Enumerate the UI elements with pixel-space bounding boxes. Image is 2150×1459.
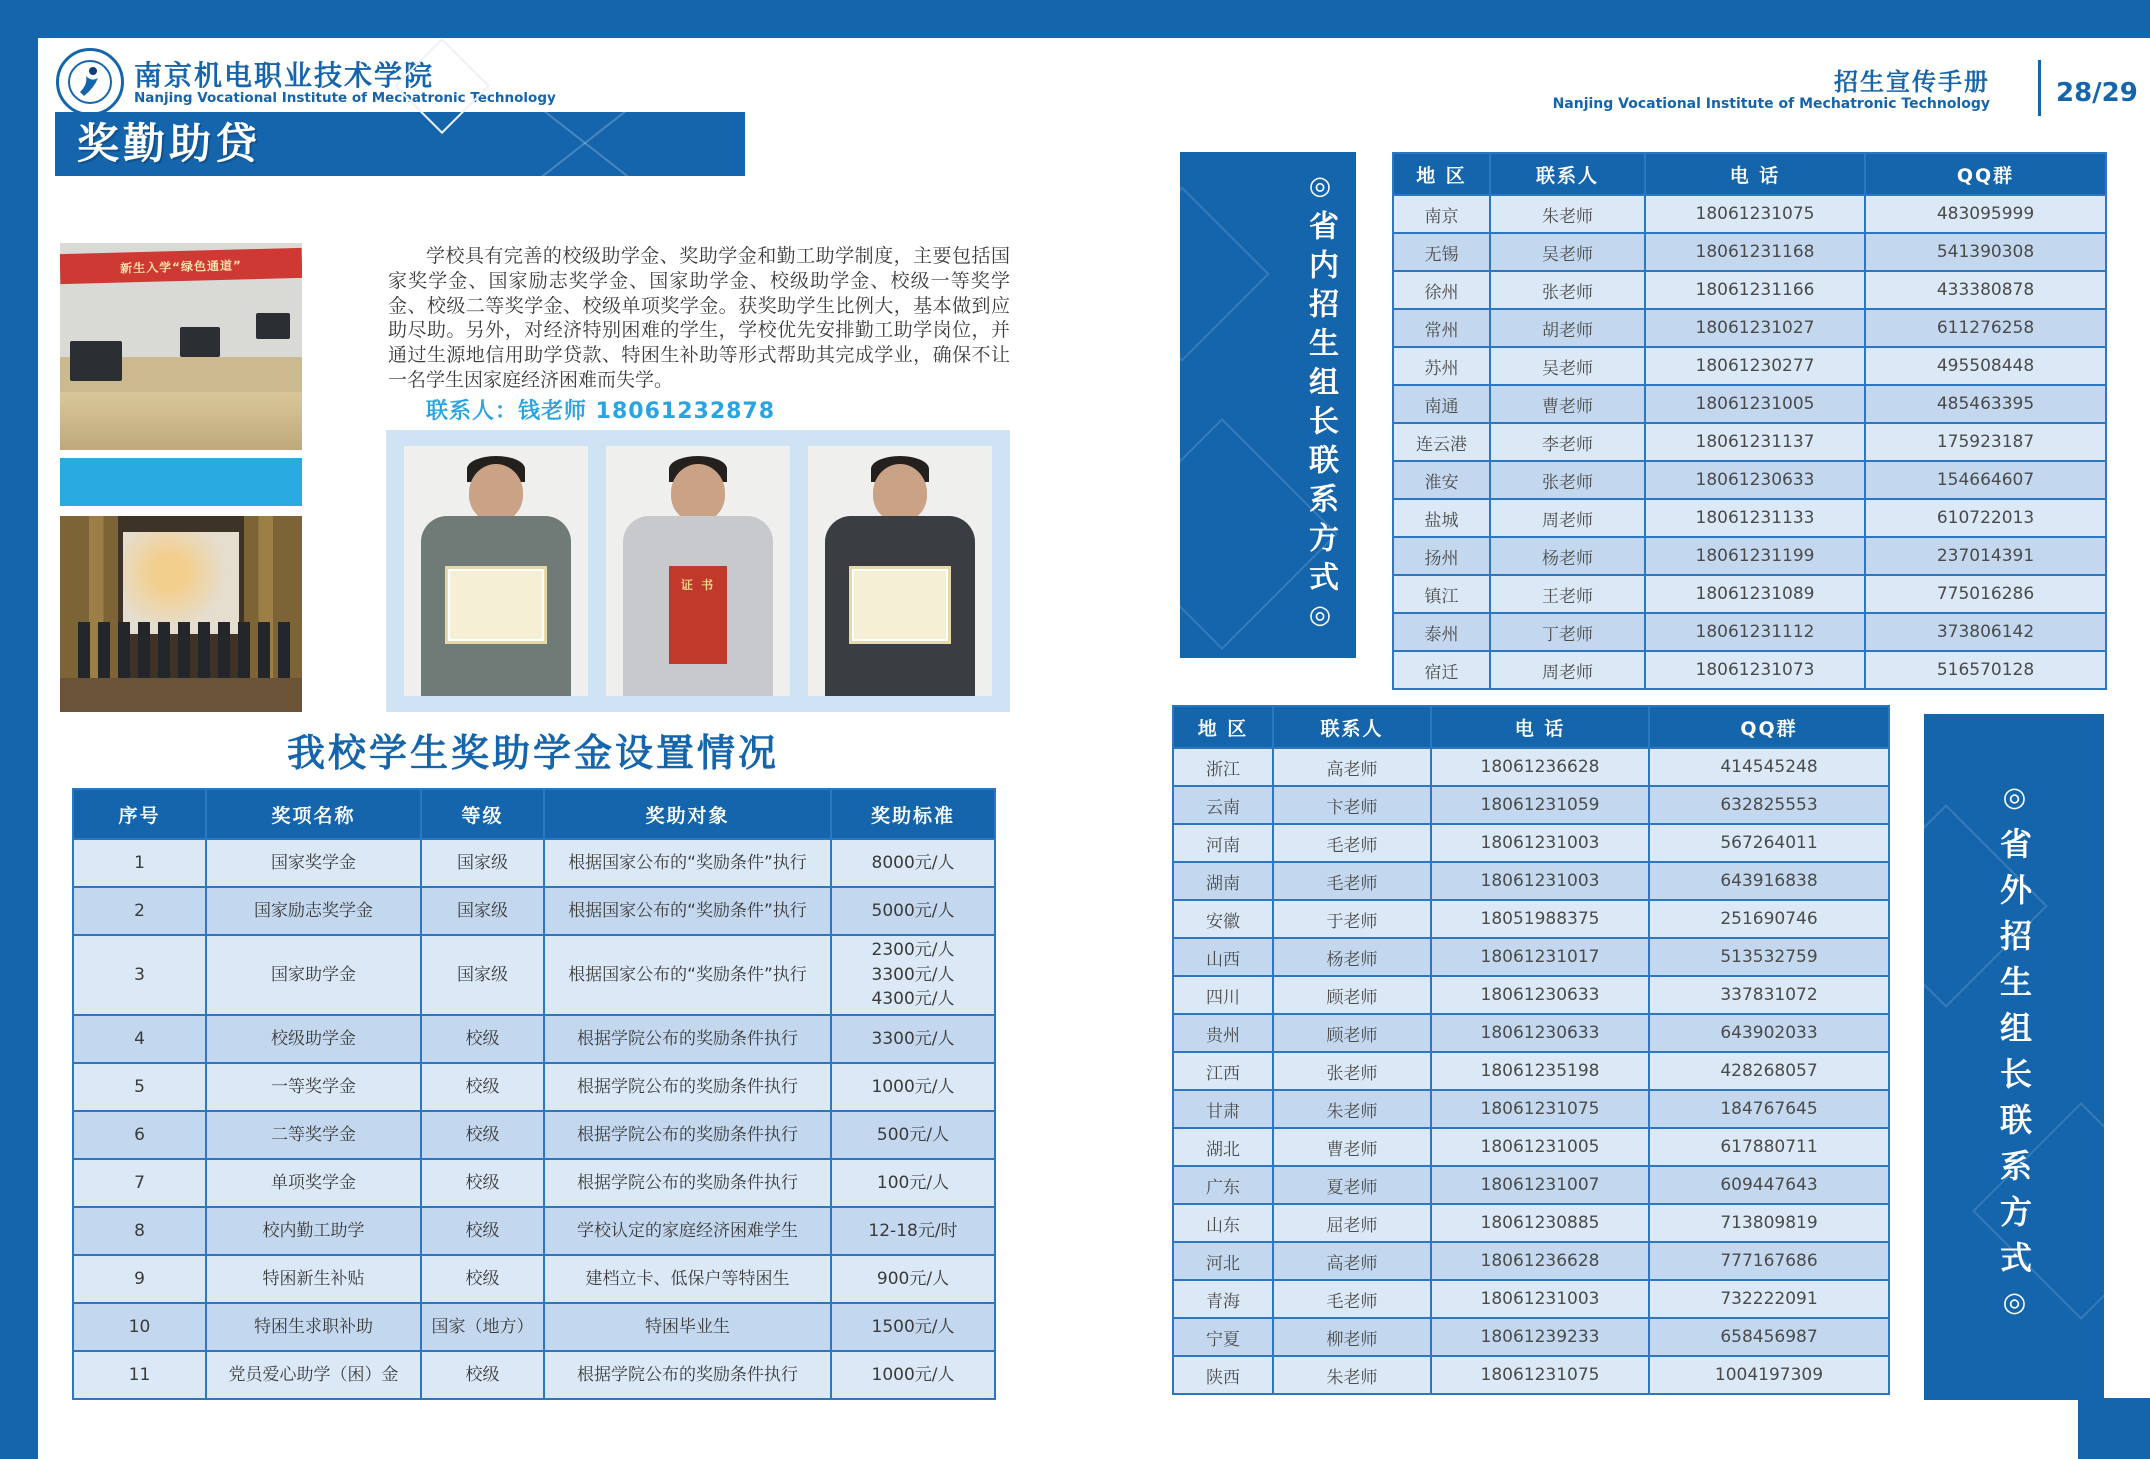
- cell-target: 根据学院公布的奖励条件执行: [544, 1063, 831, 1111]
- table-row: [1173, 862, 1889, 900]
- monitor-shape: [70, 341, 122, 381]
- banner-mark: ◎: [1999, 1287, 2030, 1332]
- table-row: [1393, 347, 2106, 385]
- cell-qq: 610722013: [1865, 499, 2106, 537]
- column-header: 电 话: [1645, 153, 1865, 195]
- student-figure: [469, 464, 523, 522]
- cell-contact: 胡老师: [1490, 309, 1645, 347]
- school-name-cn: 南京机电职业技术学院: [134, 59, 435, 92]
- table-row: [1393, 575, 2106, 613]
- cell-standard: 900元/人: [831, 1255, 995, 1303]
- column-header: 联系人: [1273, 706, 1431, 748]
- cell-qq: 373806142: [1865, 613, 2106, 651]
- table-row: [1393, 423, 2106, 461]
- cell-qq: 777167686: [1649, 1242, 1889, 1280]
- cell-qq: 541390308: [1865, 233, 2106, 271]
- cell-award-name: 特困生求职补助: [206, 1303, 421, 1351]
- cell-award-name: 二等奖学金: [206, 1111, 421, 1159]
- green-channel-banner: 新生入学“绿色通道”: [60, 248, 302, 284]
- scholarship-table: [72, 788, 996, 1400]
- cell-phone: 18061230885: [1431, 1204, 1649, 1242]
- cell-qq: 617880711: [1649, 1128, 1889, 1166]
- in-province-table: [1392, 152, 2107, 690]
- cell-phone: 18061231089: [1645, 575, 1865, 613]
- cell-phone: 18061231075: [1645, 195, 1865, 233]
- cell-phone: 18061231199: [1645, 537, 1865, 575]
- column-header: 序号: [73, 789, 206, 839]
- cell-contact: 毛老师: [1273, 824, 1431, 862]
- school-logo-icon: [56, 48, 124, 116]
- cell-contact: 高老师: [1273, 1242, 1431, 1280]
- cell-qq: 237014391: [1865, 537, 2106, 575]
- cell-award-name: 校内勤工助学: [206, 1207, 421, 1255]
- cell-award-name: 特困新生补贴: [206, 1255, 421, 1303]
- cell-contact: 王老师: [1490, 575, 1645, 613]
- cell-qq: 251690746: [1649, 900, 1889, 938]
- cell-qq: 485463395: [1865, 385, 2106, 423]
- cell-phone: 18061231133: [1645, 499, 1865, 537]
- column-header: 奖助标准: [831, 789, 995, 839]
- cell-qq: 643916838: [1649, 862, 1889, 900]
- cell-contact: 柳老师: [1273, 1318, 1431, 1356]
- cell-phone: 18061231112: [1645, 613, 1865, 651]
- cell-qq: 643902033: [1649, 1014, 1889, 1052]
- cell-phone: 18061231027: [1645, 309, 1865, 347]
- cell-phone: 18061231003: [1431, 862, 1649, 900]
- cell-region: 宿迁: [1393, 651, 1490, 689]
- column-header: 电 话: [1431, 706, 1649, 748]
- photo-financial-aid-office: [60, 243, 302, 450]
- table-row: [1393, 385, 2106, 423]
- cell-phone: 18051988375: [1431, 900, 1649, 938]
- cell-standard: 5000元/人: [831, 887, 995, 935]
- section-banner: [55, 112, 745, 176]
- table-row: [1173, 938, 1889, 976]
- table-row: [73, 887, 995, 935]
- cell-qq: 713809819: [1649, 1204, 1889, 1242]
- table-row: [73, 1111, 995, 1159]
- logo-figure-icon: [66, 58, 114, 106]
- cell-phone: 18061230633: [1431, 976, 1649, 1014]
- cell-region: 徐州: [1393, 271, 1490, 309]
- cell-qq: 513532759: [1649, 938, 1889, 976]
- column-header: 地 区: [1173, 706, 1273, 748]
- cell-contact: 夏老师: [1273, 1166, 1431, 1204]
- cell-region: 河南: [1173, 824, 1273, 862]
- cell-phone: 18061231168: [1645, 233, 1865, 271]
- cell-qq: 337831072: [1649, 976, 1889, 1014]
- cell-standard: 500元/人: [831, 1111, 995, 1159]
- cell-contact: 杨老师: [1273, 938, 1431, 976]
- cell-region: 山西: [1173, 938, 1273, 976]
- cell-region: 盐城: [1393, 499, 1490, 537]
- cell-contact: 曹老师: [1273, 1128, 1431, 1166]
- header-divider: [2038, 60, 2041, 116]
- table-row: [1393, 499, 2106, 537]
- cell-region: 甘肃: [1173, 1090, 1273, 1128]
- award-recipients-shape: [70, 622, 293, 684]
- cell-number: 4: [73, 1015, 206, 1063]
- out-province-table: [1172, 705, 1890, 1395]
- student-photos-panel: [386, 430, 1010, 712]
- cell-region: 河北: [1173, 1242, 1273, 1280]
- table-row: [73, 1351, 995, 1399]
- column-header: 联系人: [1490, 153, 1645, 195]
- certificate-shape: [445, 566, 547, 644]
- cell-region: 泰州: [1393, 613, 1490, 651]
- section-title: 奖勤助贷: [77, 119, 262, 168]
- cell-contact: 张老师: [1490, 271, 1645, 309]
- banner-mark: ◎: [1999, 782, 2030, 827]
- table-row: [73, 1207, 995, 1255]
- cell-region: 云南: [1173, 786, 1273, 824]
- cell-number: 2: [73, 887, 206, 935]
- cell-phone: 18061235198: [1431, 1052, 1649, 1090]
- corner-decoration: [2078, 1398, 2150, 1459]
- cell-standard: 1000元/人: [831, 1063, 995, 1111]
- column-header: 等级: [421, 789, 544, 839]
- table-row: [1393, 195, 2106, 233]
- cell-region: 广东: [1173, 1166, 1273, 1204]
- banner-mark: ◎: [1305, 171, 1335, 210]
- student-figure: [671, 464, 725, 522]
- cell-qq: 428268057: [1649, 1052, 1889, 1090]
- cell-standard: 2300元/人 3300元/人 4300元/人: [831, 935, 995, 1015]
- page-number: 28/29: [2056, 78, 2138, 108]
- student-photo: [404, 446, 588, 696]
- cell-contact: 顾老师: [1273, 976, 1431, 1014]
- cell-region: 江西: [1173, 1052, 1273, 1090]
- table-row: [1173, 1280, 1889, 1318]
- cell-qq: 567264011: [1649, 824, 1889, 862]
- cell-qq: 609447643: [1649, 1166, 1889, 1204]
- cell-target: 特困毕业生: [544, 1303, 831, 1351]
- cell-award-name: 党员爱心助学（困）金: [206, 1351, 421, 1399]
- banner-mark: ◎: [1305, 600, 1335, 639]
- cell-target: 根据国家公布的“奖励条件”执行: [544, 839, 831, 887]
- cell-target: 建档立卡、低保户等特困生: [544, 1255, 831, 1303]
- cell-target: 根据学院公布的奖励条件执行: [544, 1159, 831, 1207]
- cell-grade: 校级: [421, 1159, 544, 1207]
- cell-award-name: 国家励志奖学金: [206, 887, 421, 935]
- out-province-banner-text: [1991, 782, 2037, 1332]
- cell-phone: 18061231059: [1431, 786, 1649, 824]
- cell-qq: 175923187: [1865, 423, 2106, 461]
- cell-phone: 18061236628: [1431, 748, 1649, 786]
- cell-number: 9: [73, 1255, 206, 1303]
- intro-paragraph: 学校具有完善的校级助学金、奖助学金和勤工助学制度，主要包括国家奖学金、国家励志奖学金、国家助学金、校级助学金、校级一等奖学金、校级二等奖学金、校级单项奖学金。获奖助学生比例大，基本做到应助尽助。另外，对经济特别困难的学生，学校优先安排勤工助学岗位，并通过生源地信用助学贷款、特困生补助等形式帮助其完成学业，确保不让一名学生因家庭经济困难而失学。: [388, 245, 1010, 391]
- cell-grade: 国家级: [421, 839, 544, 887]
- cell-grade: 校级: [421, 1351, 544, 1399]
- cell-qq: 658456987: [1649, 1318, 1889, 1356]
- cell-qq: 495508448: [1865, 347, 2106, 385]
- cell-number: 3: [73, 935, 206, 1015]
- cell-standard: 100元/人: [831, 1159, 995, 1207]
- in-province-banner: [1180, 152, 1356, 658]
- cell-region: 安徽: [1173, 900, 1273, 938]
- table-row: [1173, 1204, 1889, 1242]
- cell-contact: 屈老师: [1273, 1204, 1431, 1242]
- cell-qq: 184767645: [1649, 1090, 1889, 1128]
- stage-floor-shape: [60, 678, 302, 712]
- cell-qq: 632825553: [1649, 786, 1889, 824]
- cell-contact: 曹老师: [1490, 385, 1645, 423]
- cell-region: 湖北: [1173, 1128, 1273, 1166]
- cell-contact: 朱老师: [1490, 195, 1645, 233]
- banner-decoration-line: [466, 112, 704, 176]
- cell-phone: 18061231017: [1431, 938, 1649, 976]
- cell-number: 10: [73, 1303, 206, 1351]
- cell-contact: 于老师: [1273, 900, 1431, 938]
- cell-phone: 18061231137: [1645, 423, 1865, 461]
- table-row: [73, 1303, 995, 1351]
- cell-region: 常州: [1393, 309, 1490, 347]
- cell-region: 连云港: [1393, 423, 1490, 461]
- left-frame-bar: [0, 0, 38, 1459]
- cell-contact: 朱老师: [1273, 1356, 1431, 1394]
- in-province-banner-text: [1298, 171, 1342, 639]
- cell-phone: 18061231005: [1645, 385, 1865, 423]
- cell-region: 苏州: [1393, 347, 1490, 385]
- cell-contact: 毛老师: [1273, 1280, 1431, 1318]
- cell-grade: 校级: [421, 1207, 544, 1255]
- table-row: [1393, 461, 2106, 499]
- cell-standard: 1500元/人: [831, 1303, 995, 1351]
- table-row: [1173, 1014, 1889, 1052]
- cell-grade: 校级: [421, 1015, 544, 1063]
- cell-grade: 校级: [421, 1063, 544, 1111]
- cell-target: 根据学院公布的奖励条件执行: [544, 1015, 831, 1063]
- cell-phone: 18061231073: [1645, 651, 1865, 689]
- cell-region: 扬州: [1393, 537, 1490, 575]
- table-row: [1393, 233, 2106, 271]
- cell-contact: 顾老师: [1273, 1014, 1431, 1052]
- cell-phone: 18061231005: [1431, 1128, 1649, 1166]
- contact-line: 联系人：钱老师 18061232878: [426, 399, 776, 424]
- cell-contact: 吴老师: [1490, 233, 1645, 271]
- cell-contact: 周老师: [1490, 499, 1645, 537]
- cell-contact: 丁老师: [1490, 613, 1645, 651]
- cell-contact: 毛老师: [1273, 862, 1431, 900]
- cell-standard: 8000元/人: [831, 839, 995, 887]
- cell-region: 镇江: [1393, 575, 1490, 613]
- certificate-shape: 证 书: [669, 566, 727, 664]
- cell-region: 宁夏: [1173, 1318, 1273, 1356]
- monitor-shape: [256, 313, 290, 339]
- table-row: [1393, 537, 2106, 575]
- table-row: [73, 1015, 995, 1063]
- cell-standard: 12-18元/时: [831, 1207, 995, 1255]
- cell-phone: 18061236628: [1431, 1242, 1649, 1280]
- table-row: [1173, 1166, 1889, 1204]
- column-header: QQ群: [1649, 706, 1889, 748]
- cell-phone: 18061231075: [1431, 1356, 1649, 1394]
- table-row: [1173, 786, 1889, 824]
- cell-phone: 18061239233: [1431, 1318, 1649, 1356]
- table-row: [1173, 1318, 1889, 1356]
- banner-decoration-diamond: [1180, 186, 1270, 361]
- table-row: [73, 1159, 995, 1207]
- table-row: [1393, 309, 2106, 347]
- table-row: [1173, 1052, 1889, 1090]
- cell-number: 7: [73, 1159, 206, 1207]
- scholarship-table-title: 我校学生奖助学金设置情况: [286, 731, 779, 775]
- cell-number: 6: [73, 1111, 206, 1159]
- column-header: 奖助对象: [544, 789, 831, 839]
- table-row: [1173, 1242, 1889, 1280]
- table-row: [1173, 976, 1889, 1014]
- cell-contact: 张老师: [1273, 1052, 1431, 1090]
- cell-region: 贵州: [1173, 1014, 1273, 1052]
- table-row: [1393, 271, 2106, 309]
- cell-qq: 611276258: [1865, 309, 2106, 347]
- cell-award-name: 国家奖学金: [206, 839, 421, 887]
- cell-qq: 732222091: [1649, 1280, 1889, 1318]
- desk-shape: [60, 392, 302, 450]
- table-row: [73, 935, 995, 1015]
- cell-region: 无锡: [1393, 233, 1490, 271]
- table-row: [1173, 1356, 1889, 1394]
- cell-number: 5: [73, 1063, 206, 1111]
- cell-region: 淮安: [1393, 461, 1490, 499]
- in-province-header-row: [1393, 153, 2106, 195]
- cell-qq: 154664607: [1865, 461, 2106, 499]
- cell-phone: 18061230277: [1645, 347, 1865, 385]
- handbook-title: 招生宣传手册: [1834, 68, 1990, 96]
- cell-award-name: 校级助学金: [206, 1015, 421, 1063]
- cell-award-name: 一等奖学金: [206, 1063, 421, 1111]
- cell-grade: 国家（地方）: [421, 1303, 544, 1351]
- banner-title: 省内招生组长联系方式: [1303, 210, 1338, 600]
- cell-phone: 18061231003: [1431, 824, 1649, 862]
- table-row: [1173, 824, 1889, 862]
- table-row: [1173, 748, 1889, 786]
- cell-contact: 吴老师: [1490, 347, 1645, 385]
- cell-region: 浙江: [1173, 748, 1273, 786]
- cyan-divider-block: [60, 458, 302, 506]
- cell-phone: 18061231007: [1431, 1166, 1649, 1204]
- column-header: 地 区: [1393, 153, 1490, 195]
- cell-award-name: 国家助学金: [206, 935, 421, 1015]
- cell-region: 四川: [1173, 976, 1273, 1014]
- cell-contact: 高老师: [1273, 748, 1431, 786]
- table-row: [73, 839, 995, 887]
- cell-qq: 516570128: [1865, 651, 2106, 689]
- cell-standard: 3300元/人: [831, 1015, 995, 1063]
- cell-region: 南通: [1393, 385, 1490, 423]
- cell-grade: 校级: [421, 1255, 544, 1303]
- cell-qq: 483095999: [1865, 195, 2106, 233]
- cell-number: 8: [73, 1207, 206, 1255]
- cell-contact: 卞老师: [1273, 786, 1431, 824]
- cell-target: 根据国家公布的“奖励条件”执行: [544, 887, 831, 935]
- banner-title: 省外招生组长联系方式: [1995, 827, 2033, 1287]
- table-row: [1173, 900, 1889, 938]
- cell-standard: 1000元/人: [831, 1351, 995, 1399]
- cell-region: 青海: [1173, 1280, 1273, 1318]
- cell-phone: 18061230633: [1431, 1014, 1649, 1052]
- cell-qq: 1004197309: [1649, 1356, 1889, 1394]
- scholarship-header-row: [73, 789, 995, 839]
- table-row: [1173, 1128, 1889, 1166]
- table-row: [73, 1255, 995, 1303]
- cell-qq: 414545248: [1649, 748, 1889, 786]
- cell-contact: 李老师: [1490, 423, 1645, 461]
- cell-phone: 18061230633: [1645, 461, 1865, 499]
- table-row: [1393, 651, 2106, 689]
- cell-phone: 18061231166: [1645, 271, 1865, 309]
- cell-number: 1: [73, 839, 206, 887]
- student-figure: [873, 464, 927, 522]
- certificate-shape: [849, 566, 951, 644]
- cell-contact: 张老师: [1490, 461, 1645, 499]
- cell-contact: 周老师: [1490, 651, 1645, 689]
- cell-grade: 校级: [421, 1111, 544, 1159]
- photo-award-ceremony: [60, 516, 302, 712]
- cell-qq: 775016286: [1865, 575, 2106, 613]
- out-province-banner: [1924, 714, 2104, 1400]
- cell-target: 根据国家公布的“奖励条件”执行: [544, 935, 831, 1015]
- cell-target: 根据学院公布的奖励条件执行: [544, 1111, 831, 1159]
- cell-target: 根据学院公布的奖励条件执行: [544, 1351, 831, 1399]
- cell-contact: 杨老师: [1490, 537, 1645, 575]
- monitor-shape: [180, 327, 220, 357]
- cell-award-name: 单项奖学金: [206, 1159, 421, 1207]
- out-province-header-row: [1173, 706, 1889, 748]
- column-header: 奖项名称: [206, 789, 421, 839]
- table-row: [73, 1063, 995, 1111]
- column-header: QQ群: [1865, 153, 2106, 195]
- cell-region: 湖南: [1173, 862, 1273, 900]
- cell-region: 山东: [1173, 1204, 1273, 1242]
- cell-qq: 433380878: [1865, 271, 2106, 309]
- table-row: [1393, 613, 2106, 651]
- cell-phone: 18061231075: [1431, 1090, 1649, 1128]
- cell-phone: 18061231003: [1431, 1280, 1649, 1318]
- student-photo: [808, 446, 992, 696]
- table-row: [1173, 1090, 1889, 1128]
- cell-grade: 国家级: [421, 887, 544, 935]
- cell-number: 11: [73, 1351, 206, 1399]
- cell-grade: 国家级: [421, 935, 544, 1015]
- top-frame-bar: [0, 0, 2150, 38]
- cell-contact: 朱老师: [1273, 1090, 1431, 1128]
- school-name-en: Nanjing Vocational Institute of Mechatronic Technology: [134, 90, 556, 106]
- cell-target: 学校认定的家庭经济困难学生: [544, 1207, 831, 1255]
- cell-region: 南京: [1393, 195, 1490, 233]
- projection-screen-shape: [123, 532, 239, 634]
- cell-region: 陕西: [1173, 1356, 1273, 1394]
- student-photo: [606, 446, 790, 696]
- handbook-subtitle: Nanjing Vocational Institute of Mechatronic Technology: [1552, 96, 1990, 112]
